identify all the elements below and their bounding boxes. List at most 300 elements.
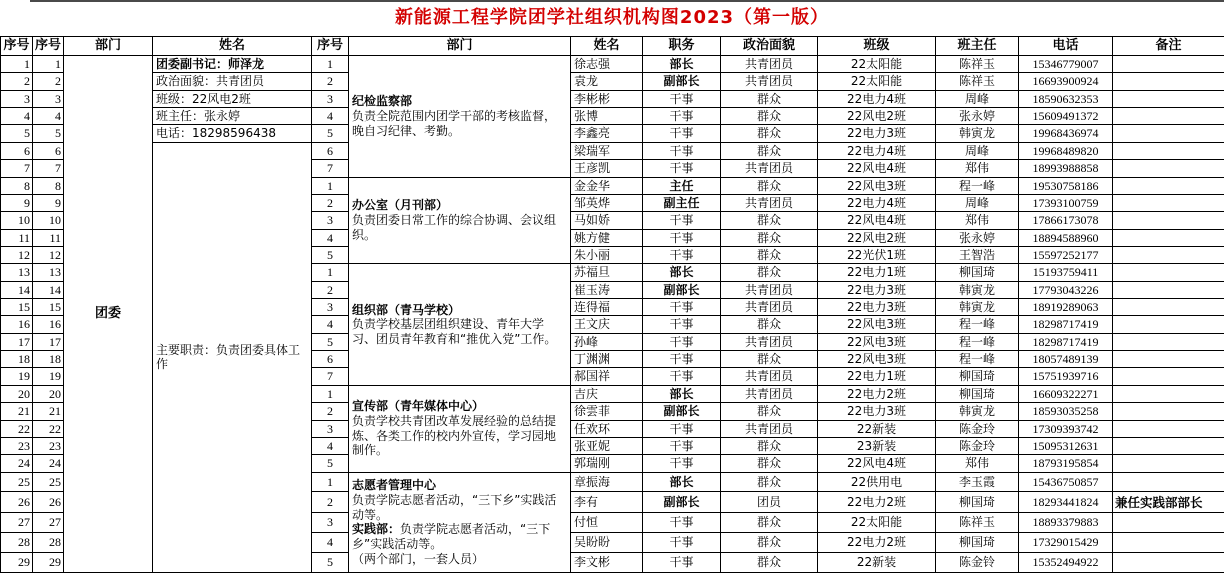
note-cell (1113, 90, 1224, 107)
note-cell (1113, 403, 1224, 420)
phone-cell: 18590632353 (1019, 90, 1113, 107)
seq-cell: 29 (1, 552, 33, 572)
role-cell: 副部长 (643, 403, 721, 420)
teacher-cell: 陈金玲 (936, 420, 1019, 437)
teacher-cell: 张永婷 (936, 229, 1019, 246)
class-cell: 22风电3班 (818, 177, 936, 194)
dept-seq-cell: 7 (312, 160, 349, 177)
seq-cell: 17 (33, 333, 64, 350)
politics-cell: 群众 (721, 108, 818, 125)
role-cell: 副部长 (643, 73, 721, 90)
header-cell: 职务 (643, 37, 721, 56)
header-cell: 电话 (1019, 37, 1113, 56)
phone-cell: 19968489820 (1019, 142, 1113, 159)
role-cell: 干事 (643, 125, 721, 142)
politics-cell: 群众 (721, 177, 818, 194)
class-cell: 22风电3班 (818, 316, 936, 333)
dept-seq-cell: 1 (312, 177, 349, 194)
politics-cell: 共青团员 (721, 333, 818, 350)
name-cell: 袁龙 (571, 73, 643, 90)
note-cell (1113, 194, 1224, 211)
name-cell: 郝国祥 (571, 368, 643, 385)
name-cell: 孙峰 (571, 333, 643, 350)
note-cell (1113, 125, 1224, 142)
class-cell: 22电力4班 (818, 90, 936, 107)
seq-cell: 1 (33, 56, 64, 73)
seq-cell: 17 (1, 333, 33, 350)
name-cell: 马如娇 (571, 212, 643, 229)
name-cell: 徐志强 (571, 56, 643, 73)
role-cell: 干事 (643, 246, 721, 263)
role-cell: 部长 (643, 56, 721, 73)
page-title: 新能源工程学院团学社组织机构图2023（第一版） (394, 7, 830, 28)
class-cell: 22电力3班 (818, 281, 936, 298)
teacher-cell: 柳国琦 (936, 532, 1019, 552)
class-cell: 22风电3班 (818, 351, 936, 368)
note-cell (1113, 246, 1224, 263)
class-cell: 23新装 (818, 437, 936, 454)
note-cell (1113, 351, 1224, 368)
role-cell: 主任 (643, 177, 721, 194)
politics-cell: 群众 (721, 125, 818, 142)
seq-cell: 26 (1, 492, 33, 513)
name-cell: 姚方健 (571, 229, 643, 246)
teacher-cell: 郑伟 (936, 212, 1019, 229)
teacher-cell: 韩寅龙 (936, 299, 1019, 316)
teacher-cell: 程一峰 (936, 333, 1019, 350)
role-cell: 干事 (643, 368, 721, 385)
role-cell: 副部长 (643, 281, 721, 298)
dept-seq-cell: 1 (312, 472, 349, 492)
dept-seq-cell: 4 (312, 229, 349, 246)
note-cell (1113, 368, 1224, 385)
note-cell (1113, 552, 1224, 572)
table-row (1, 56, 1224, 73)
note-cell (1113, 142, 1224, 159)
dept-seq-cell: 3 (312, 513, 349, 533)
phone-cell: 15193759411 (1019, 264, 1113, 281)
class-cell: 22风电3班 (818, 333, 936, 350)
teacher-cell: 郑伟 (936, 160, 1019, 177)
header-cell: 序号 (312, 37, 349, 56)
role-cell: 干事 (643, 351, 721, 368)
teacher-cell: 郑伟 (936, 455, 1019, 472)
politics-cell: 共青团员 (721, 160, 818, 177)
politics-cell: 群众 (721, 246, 818, 263)
politics-cell: 群众 (721, 316, 818, 333)
class-cell: 22电力1班 (818, 368, 936, 385)
header-cell: 班级 (818, 37, 936, 56)
committee-duty-cell: 主要职责：负责团委具体工作 (153, 142, 312, 572)
phone-cell: 15095312631 (1019, 437, 1113, 454)
phone-cell: 15751939716 (1019, 368, 1113, 385)
name-cell: 金金华 (571, 177, 643, 194)
teacher-cell: 陈金玲 (936, 437, 1019, 454)
seq-cell: 13 (33, 264, 64, 281)
politics-cell: 群众 (721, 552, 818, 572)
name-cell: 付恒 (571, 513, 643, 533)
seq-cell: 18 (1, 351, 33, 368)
note-cell (1113, 532, 1224, 552)
seq-cell: 9 (33, 194, 64, 211)
role-cell: 副部长 (643, 492, 721, 513)
teacher-cell: 陈祥玉 (936, 513, 1019, 533)
class-cell: 22新装 (818, 552, 936, 572)
teacher-cell: 程一峰 (936, 177, 1019, 194)
seq-cell: 24 (1, 455, 33, 472)
phone-cell: 16693900924 (1019, 73, 1113, 90)
department-cell: 办公室（月刊部） 负责团委日常工作的综合协调、会议组织。 (349, 177, 571, 264)
teacher-cell: 陈祥玉 (936, 56, 1019, 73)
header-cell: 姓名 (571, 37, 643, 56)
dept-seq-cell: 7 (312, 368, 349, 385)
name-cell: 吴盼盼 (571, 532, 643, 552)
teacher-cell: 张永婷 (936, 108, 1019, 125)
phone-cell: 15609491372 (1019, 108, 1113, 125)
politics-cell: 群众 (721, 403, 818, 420)
phone-cell: 17329015429 (1019, 532, 1113, 552)
role-cell: 干事 (643, 299, 721, 316)
seq-cell: 23 (1, 437, 33, 454)
politics-cell: 群众 (721, 229, 818, 246)
role-cell: 干事 (643, 229, 721, 246)
seq-cell: 21 (33, 403, 64, 420)
committee-info-cell: 电话：18298596438 (153, 125, 312, 142)
dept-seq-cell: 4 (312, 532, 349, 552)
seq-cell: 16 (33, 316, 64, 333)
phone-cell: 18057489139 (1019, 351, 1113, 368)
politics-cell: 群众 (721, 142, 818, 159)
header-cell: 姓名 (153, 37, 312, 56)
dept-seq-cell: 2 (312, 492, 349, 513)
seq-cell: 12 (1, 246, 33, 263)
seq-cell: 28 (33, 532, 64, 552)
table-row (1, 73, 1224, 90)
seq-cell: 10 (1, 212, 33, 229)
name-cell: 任欢环 (571, 420, 643, 437)
name-cell: 王文庆 (571, 316, 643, 333)
seq-cell: 25 (1, 472, 33, 492)
dept-seq-cell: 1 (312, 56, 349, 73)
seq-cell: 14 (33, 281, 64, 298)
teacher-cell: 柳国琦 (936, 264, 1019, 281)
seq-cell: 16 (1, 316, 33, 333)
role-cell: 干事 (643, 142, 721, 159)
name-cell: 张亚妮 (571, 437, 643, 454)
seq-cell: 11 (33, 229, 64, 246)
seq-cell: 27 (33, 513, 64, 533)
seq-cell: 8 (33, 177, 64, 194)
table-row (1, 90, 1224, 107)
dept-seq-cell: 2 (312, 281, 349, 298)
note-cell (1113, 212, 1224, 229)
note-cell (1113, 264, 1224, 281)
phone-cell: 15436750857 (1019, 472, 1113, 492)
role-cell: 干事 (643, 437, 721, 454)
name-cell: 连得福 (571, 299, 643, 316)
role-cell: 部长 (643, 385, 721, 402)
dept-seq-cell: 5 (312, 552, 349, 572)
role-cell: 干事 (643, 160, 721, 177)
dept-seq-cell: 2 (312, 194, 349, 211)
dept-seq-cell: 4 (312, 108, 349, 125)
seq-cell: 6 (1, 142, 33, 159)
note-cell (1113, 333, 1224, 350)
seq-cell: 15 (33, 299, 64, 316)
note-cell (1113, 472, 1224, 492)
header-cell: 部门 (349, 37, 571, 56)
phone-cell: 18993988858 (1019, 160, 1113, 177)
phone-cell: 18893379883 (1019, 513, 1113, 533)
seq-cell: 27 (1, 513, 33, 533)
header-cell: 部门 (64, 37, 153, 56)
politics-cell: 共青团员 (721, 56, 818, 73)
window-top-edge (30, 0, 1224, 2)
dept-seq-cell: 6 (312, 351, 349, 368)
phone-cell: 18793195854 (1019, 455, 1113, 472)
role-cell: 干事 (643, 90, 721, 107)
dept-seq-cell: 1 (312, 385, 349, 402)
class-cell: 22风电4班 (818, 455, 936, 472)
dept-seq-cell: 2 (312, 73, 349, 90)
class-cell: 22风电2班 (818, 229, 936, 246)
seq-cell: 4 (33, 108, 64, 125)
committee-info-cell: 班主任：张永婷 (153, 108, 312, 125)
note-cell (1113, 455, 1224, 472)
politics-cell: 共青团员 (721, 73, 818, 90)
name-cell: 丁渊渊 (571, 351, 643, 368)
seq-cell: 2 (1, 73, 33, 90)
note-cell (1113, 160, 1224, 177)
phone-cell: 18919289063 (1019, 299, 1113, 316)
teacher-cell: 程一峰 (936, 351, 1019, 368)
header-cell: 序号 (33, 37, 64, 56)
class-cell: 22供用电 (818, 472, 936, 492)
class-cell: 22太阳能 (818, 513, 936, 533)
seq-cell: 15 (1, 299, 33, 316)
politics-cell: 共青团员 (721, 385, 818, 402)
teacher-cell: 柳国琦 (936, 492, 1019, 513)
note-cell (1113, 316, 1224, 333)
seq-cell: 19 (33, 368, 64, 385)
note-cell (1113, 229, 1224, 246)
phone-cell: 16609322271 (1019, 385, 1113, 402)
seq-cell: 14 (1, 281, 33, 298)
seq-cell: 7 (1, 160, 33, 177)
phone-cell: 17866173078 (1019, 212, 1113, 229)
teacher-cell: 柳国琦 (936, 368, 1019, 385)
dept-seq-cell: 3 (312, 299, 349, 316)
class-cell: 22电力2班 (818, 385, 936, 402)
note-cell (1113, 108, 1224, 125)
phone-cell: 17393100759 (1019, 194, 1113, 211)
phone-cell: 18894588960 (1019, 229, 1113, 246)
phone-cell: 19968436974 (1019, 125, 1113, 142)
teacher-cell: 柳国琦 (936, 385, 1019, 402)
teacher-cell: 韩寅龙 (936, 403, 1019, 420)
seq-cell: 28 (1, 532, 33, 552)
seq-cell: 23 (33, 437, 64, 454)
politics-cell: 群众 (721, 532, 818, 552)
politics-cell: 群众 (721, 455, 818, 472)
role-cell: 干事 (643, 532, 721, 552)
class-cell: 22太阳能 (818, 56, 936, 73)
note-cell (1113, 437, 1224, 454)
seq-cell: 11 (1, 229, 33, 246)
name-cell: 章振海 (571, 472, 643, 492)
role-cell: 干事 (643, 333, 721, 350)
header-cell: 班主任 (936, 37, 1019, 56)
seq-cell: 24 (33, 455, 64, 472)
class-cell: 22电力4班 (818, 194, 936, 211)
name-cell: 张博 (571, 108, 643, 125)
phone-cell: 18593035258 (1019, 403, 1113, 420)
table-row (1, 125, 1224, 142)
role-cell: 干事 (643, 455, 721, 472)
phone-cell: 17309393742 (1019, 420, 1113, 437)
department-cell: 志愿者管理中心 负责学院志愿者活动，“三下乡”实践活动等。 实践部：负责学院志愿者活动，“三下乡”实践活动等。 （两个部门，一套人员） (349, 472, 571, 572)
note-cell (1113, 513, 1224, 533)
teacher-cell: 韩寅龙 (936, 281, 1019, 298)
committee-info-cell: 团委副书记：师泽龙 (153, 56, 312, 73)
org-table (0, 36, 1224, 573)
seq-cell: 26 (33, 492, 64, 513)
class-cell: 22风电4班 (818, 212, 936, 229)
note-cell (1113, 299, 1224, 316)
seq-cell: 25 (33, 472, 64, 492)
politics-cell: 共青团员 (721, 194, 818, 211)
department-cell: 宣传部（青年媒体中心） 负责学校共青团改革发展经验的总结提炼、各类工作的校内外宣传，学习园地制作。 (349, 385, 571, 472)
teacher-cell: 周峰 (936, 142, 1019, 159)
class-cell: 22太阳能 (818, 73, 936, 90)
name-cell: 吉庆 (571, 385, 643, 402)
seq-cell: 21 (1, 403, 33, 420)
politics-cell: 共青团员 (721, 420, 818, 437)
name-cell: 李鑫亮 (571, 125, 643, 142)
class-cell: 22风电4班 (818, 160, 936, 177)
politics-cell: 共青团员 (721, 368, 818, 385)
politics-cell: 群众 (721, 90, 818, 107)
politics-cell: 共青团员 (721, 299, 818, 316)
name-cell: 苏福旦 (571, 264, 643, 281)
politics-cell: 群众 (721, 437, 818, 454)
role-cell: 干事 (643, 212, 721, 229)
phone-cell: 17793043226 (1019, 281, 1113, 298)
seq-cell: 9 (1, 194, 33, 211)
politics-cell: 群众 (721, 472, 818, 492)
seq-cell: 4 (1, 108, 33, 125)
class-cell: 22电力3班 (818, 403, 936, 420)
politics-cell: 群众 (721, 212, 818, 229)
teacher-cell: 李玉霞 (936, 472, 1019, 492)
phone-cell: 19530758186 (1019, 177, 1113, 194)
department-cell: 组织部（青马学校） 负责学校基层团组织建设、青年大学习、团员青年教育和“推优入党”工作。 (349, 264, 571, 386)
note-cell (1113, 56, 1224, 73)
dept-seq-cell: 1 (312, 264, 349, 281)
teacher-cell: 陈金铃 (936, 552, 1019, 572)
name-cell: 朱小丽 (571, 246, 643, 263)
name-cell: 李文彬 (571, 552, 643, 572)
dept-seq-cell: 5 (312, 333, 349, 350)
teacher-cell: 周峰 (936, 90, 1019, 107)
class-cell: 22电力3班 (818, 299, 936, 316)
role-cell: 干事 (643, 513, 721, 533)
phone-cell: 18298717419 (1019, 316, 1113, 333)
class-cell: 22电力2班 (818, 492, 936, 513)
seq-cell: 3 (1, 90, 33, 107)
note-cell (1113, 420, 1224, 437)
header-cell: 序号 (1, 37, 33, 56)
dept-seq-cell: 3 (312, 90, 349, 107)
role-cell: 干事 (643, 420, 721, 437)
seq-cell: 1 (1, 56, 33, 73)
phone-cell: 15352494922 (1019, 552, 1113, 572)
name-cell: 崔玉涛 (571, 281, 643, 298)
name-cell: 李彬彬 (571, 90, 643, 107)
seq-cell: 20 (33, 385, 64, 402)
seq-cell: 6 (33, 142, 64, 159)
dept-seq-cell: 5 (312, 455, 349, 472)
role-cell: 干事 (643, 108, 721, 125)
class-cell: 22风电2班 (818, 108, 936, 125)
teacher-cell: 王智浩 (936, 246, 1019, 263)
class-cell: 22电力2班 (818, 532, 936, 552)
name-cell: 徐雲菲 (571, 403, 643, 420)
table-row (1, 108, 1224, 125)
seq-cell: 22 (1, 420, 33, 437)
dept-seq-cell: 3 (312, 420, 349, 437)
class-cell: 22光伏1班 (818, 246, 936, 263)
note-cell (1113, 73, 1224, 90)
department-cell: 纪检监察部 负责全院范围内团学干部的考核监督，晚自习纪律、考勤。 (349, 56, 571, 178)
seq-cell: 2 (33, 73, 64, 90)
teacher-cell: 韩寅龙 (936, 125, 1019, 142)
politics-cell: 群众 (721, 264, 818, 281)
dept-seq-cell: 4 (312, 437, 349, 454)
phone-cell: 18293441824 (1019, 492, 1113, 513)
name-cell: 王彦凯 (571, 160, 643, 177)
committee-dept-cell: 团委 (64, 56, 153, 573)
dept-seq-cell: 6 (312, 142, 349, 159)
politics-cell: 群众 (721, 513, 818, 533)
note-cell (1113, 385, 1224, 402)
politics-cell: 群众 (721, 351, 818, 368)
seq-cell: 5 (1, 125, 33, 142)
seq-cell: 29 (33, 552, 64, 572)
committee-info-cell: 班级：22风电2班 (153, 90, 312, 107)
dept-seq-cell: 5 (312, 246, 349, 263)
seq-cell: 3 (33, 90, 64, 107)
seq-cell: 13 (1, 264, 33, 281)
seq-cell: 20 (1, 385, 33, 402)
seq-cell: 18 (33, 351, 64, 368)
role-cell: 干事 (643, 552, 721, 572)
name-cell: 李有 (571, 492, 643, 513)
phone-cell: 18298717419 (1019, 333, 1113, 350)
name-cell: 邹英烨 (571, 194, 643, 211)
dept-seq-cell: 2 (312, 403, 349, 420)
note-cell (1113, 281, 1224, 298)
seq-cell: 19 (1, 368, 33, 385)
seq-cell: 7 (33, 160, 64, 177)
politics-cell: 团员 (721, 492, 818, 513)
header-cell: 政治面貌 (721, 37, 818, 56)
politics-cell: 共青团员 (721, 281, 818, 298)
seq-cell: 22 (33, 420, 64, 437)
role-cell: 部长 (643, 472, 721, 492)
class-cell: 22电力1班 (818, 264, 936, 281)
dept-seq-cell: 5 (312, 125, 349, 142)
